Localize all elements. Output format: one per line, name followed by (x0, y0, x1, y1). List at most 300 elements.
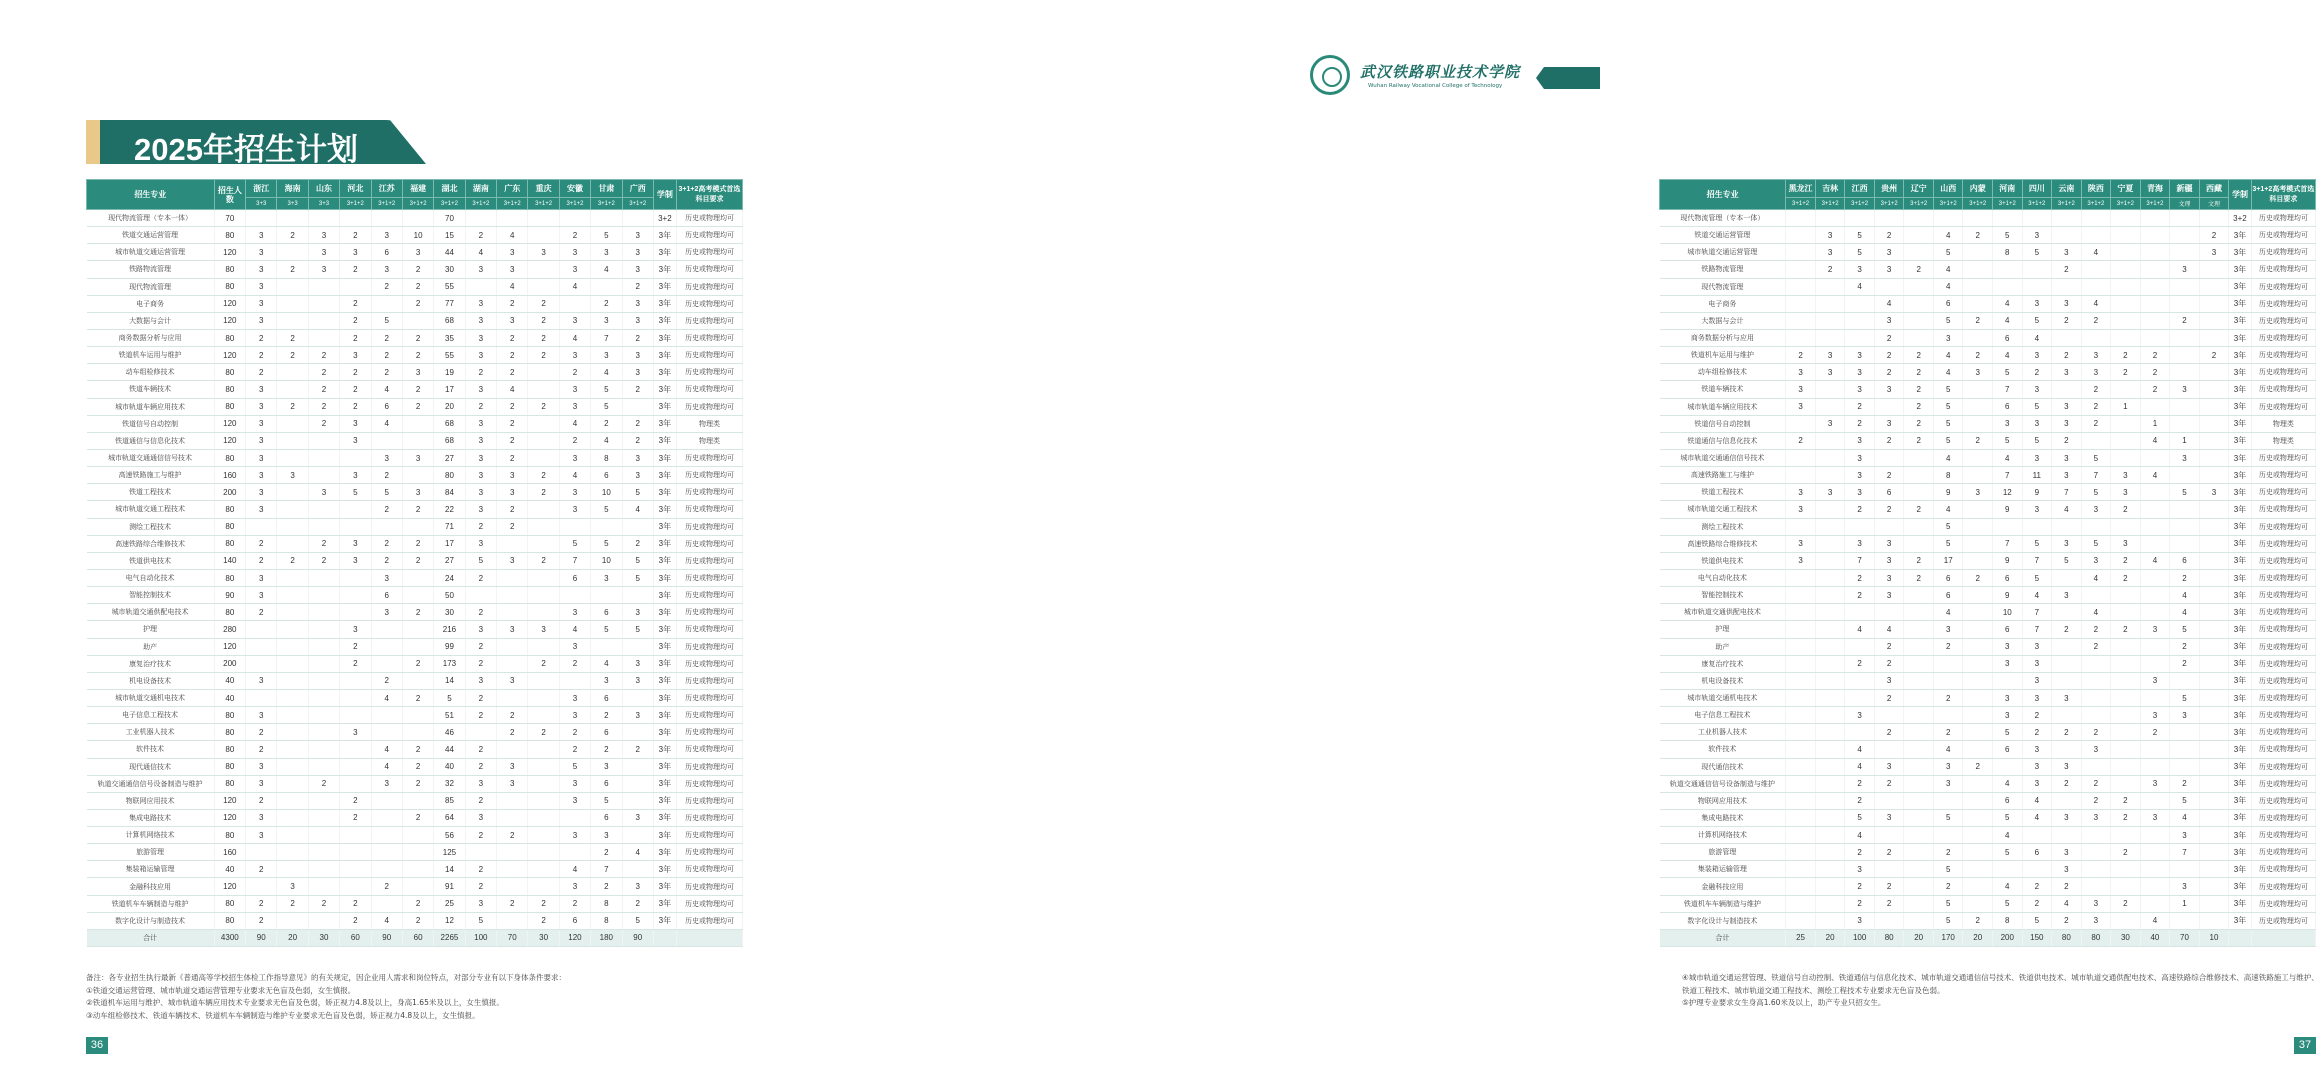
cell-value: 2 (528, 912, 559, 929)
cell-value: 2 (528, 329, 559, 346)
cell-value (1963, 244, 1993, 261)
cell-value: 2 (465, 689, 496, 706)
cell-value (1963, 741, 1993, 758)
cell-value: 3年 (2229, 398, 2251, 415)
header-province: 海南 (277, 180, 308, 198)
cell-value: 2 (2081, 621, 2111, 638)
cell-value (2081, 861, 2111, 878)
notes-right (1682, 972, 2322, 1010)
cell-value (1904, 655, 1934, 672)
cell-value: 3 (246, 672, 277, 689)
cell-value: 5 (1933, 912, 1963, 929)
cell-value: 6 (591, 724, 622, 741)
cell-value: 2 (465, 638, 496, 655)
subject-requirement: 历史或物理均可 (676, 741, 742, 758)
cell-value (1815, 861, 1845, 878)
cell-value: 3年 (2229, 792, 2251, 809)
cell-value: 3年 (2229, 261, 2251, 278)
cell-value: 2 (2140, 347, 2170, 364)
cell-value (1786, 775, 1816, 792)
major-name: 铁道交通运营管理 (87, 227, 215, 244)
cell-value: 2 (371, 672, 402, 689)
subject-requirement: 历史或物理均可 (676, 878, 742, 895)
table-row (1660, 484, 2316, 501)
page-number-left: 36 (86, 1037, 108, 1054)
cell-value: 6 (1933, 569, 1963, 586)
cell-value: 2 (2081, 724, 2111, 741)
cell-value: 3 (246, 295, 277, 312)
cell-value (528, 878, 559, 895)
cell-value (2140, 689, 2170, 706)
cell-value: 2 (528, 655, 559, 672)
cell-value: 3 (2022, 775, 2052, 792)
total-value: 25 (1786, 929, 1816, 946)
cell-value (2111, 878, 2141, 895)
cell-value (1815, 621, 1845, 638)
cell-value (1815, 792, 1845, 809)
cell-value: 2 (591, 878, 622, 895)
subject-requirement: 历史或物理均可 (676, 861, 742, 878)
major-name: 城市轨道交通运营管理 (1660, 244, 1786, 261)
cell-value: 3 (1786, 552, 1816, 569)
cell-value: 2 (308, 398, 339, 415)
cell-value (591, 587, 622, 604)
table-row (1660, 535, 2316, 552)
cell-value: 3 (2081, 809, 2111, 826)
subject-requirement: 历史或物理均可 (2251, 604, 2315, 621)
cell-value: 3年 (2229, 278, 2251, 295)
cell-value: 3 (622, 604, 653, 621)
subject-requirement: 历史或物理均可 (2251, 467, 2315, 484)
cell-value: 5 (1933, 244, 1963, 261)
cell-value: 2 (402, 655, 433, 672)
cell-value (308, 295, 339, 312)
cell-value (2199, 295, 2229, 312)
cell-value (1904, 604, 1934, 621)
header-mode: 3+1+2 (1904, 198, 1934, 210)
cell-value (277, 827, 308, 844)
note-line: ④城市轨道交通运营管理、铁道信号自动控制、铁道通信与信息化技术、城市轨道交通通信信号技术、铁道供电技术、城市轨道交通供配电技术、高速铁路综合维修技术、高速铁路施工与维护、铁道工程技术、城市轨道交通工程技术、测绘工程技术专业要求无色盲及色弱。 (1682, 973, 2319, 995)
cell-value: 3 (371, 604, 402, 621)
major-name: 现代物流管理 (1660, 278, 1786, 295)
cell-value (1904, 244, 1934, 261)
cell-value: 3年 (653, 535, 676, 552)
cell-value (277, 535, 308, 552)
subject-requirement: 历史或物理均可 (676, 295, 742, 312)
cell-value (2052, 381, 2082, 398)
table-row (1660, 912, 2316, 929)
table-row (87, 792, 743, 809)
cell-value: 4 (1933, 741, 1963, 758)
cell-value (2199, 467, 2229, 484)
cell-value (1904, 621, 1934, 638)
table-row (1660, 518, 2316, 535)
cell-value: 4 (1845, 278, 1875, 295)
cell-value: 2 (340, 364, 371, 381)
subject-requirement: 历史或物理均可 (676, 484, 742, 501)
cell-value (2199, 707, 2229, 724)
table-row (1660, 861, 2316, 878)
cell-value: 17 (434, 381, 465, 398)
page-number-right: 37 (2294, 1037, 2316, 1054)
cell-value (1786, 210, 1816, 227)
cell-value (402, 827, 433, 844)
cell-value: 3年 (2229, 587, 2251, 604)
cell-value: 2 (402, 775, 433, 792)
notes-left (86, 972, 766, 1022)
cell-value: 3 (2170, 878, 2200, 895)
cell-value (2111, 210, 2141, 227)
cell-value: 3年 (653, 432, 676, 449)
table-row (87, 552, 743, 569)
header-province: 福建 (402, 180, 433, 198)
cell-value: 3 (2199, 244, 2229, 261)
cell-value: 3 (1845, 347, 1875, 364)
cell-value: 80 (214, 912, 245, 929)
cell-value (2140, 844, 2170, 861)
cell-value: 2 (497, 449, 528, 466)
cell-value (2140, 792, 2170, 809)
table-row (87, 415, 743, 432)
cell-value: 2 (1904, 261, 1934, 278)
cell-value (277, 724, 308, 741)
cell-value (528, 587, 559, 604)
major-name: 铁道交通运营管理 (1660, 227, 1786, 244)
total-label: 合计 (87, 929, 215, 946)
cell-value (1904, 724, 1934, 741)
cell-value (277, 484, 308, 501)
header-province: 四川 (2022, 180, 2052, 198)
cell-value: 3 (622, 672, 653, 689)
cell-value (2199, 844, 2229, 861)
cell-value (2199, 655, 2229, 672)
cell-value: 3年 (653, 552, 676, 569)
table-row (87, 535, 743, 552)
cell-value: 2 (1845, 878, 1875, 895)
cell-value: 70 (214, 210, 245, 227)
cell-value: 2 (340, 329, 371, 346)
cell-value: 3 (1933, 621, 1963, 638)
cell-value: 3 (2052, 364, 2082, 381)
table-row (1660, 467, 2316, 484)
cell-value (1786, 758, 1816, 775)
cell-value (1815, 775, 1845, 792)
major-name: 物联网应用技术 (87, 792, 215, 809)
cell-value: 4 (1933, 227, 1963, 244)
table-row (1660, 432, 2316, 449)
cell-value (1786, 878, 1816, 895)
cell-value: 3 (559, 501, 590, 518)
cell-value: 3 (591, 244, 622, 261)
cell-value (1874, 604, 1904, 621)
major-name: 铁道通信与信息化技术 (87, 432, 215, 449)
subject-requirement: 历史或物理均可 (676, 707, 742, 724)
cell-value: 2 (340, 312, 371, 329)
cell-value (622, 210, 653, 227)
cell-value: 3 (2170, 261, 2200, 278)
cell-value (340, 878, 371, 895)
cell-value: 80 (214, 758, 245, 775)
cell-value: 3 (497, 261, 528, 278)
cell-value: 3 (2022, 638, 2052, 655)
cell-value: 3年 (2229, 758, 2251, 775)
cell-value (2199, 535, 2229, 552)
cell-value (371, 621, 402, 638)
cell-value (1786, 329, 1816, 346)
cell-value (1815, 809, 1845, 826)
major-name: 铁道机车车辆制造与维护 (1660, 895, 1786, 912)
cell-value: 2 (308, 347, 339, 364)
cell-value: 6 (2170, 552, 2200, 569)
cell-value: 2 (528, 484, 559, 501)
cell-value: 2 (465, 758, 496, 775)
cell-value: 5 (2052, 552, 2082, 569)
cell-value: 5 (2022, 535, 2052, 552)
cell-value: 5 (591, 501, 622, 518)
cell-value (340, 689, 371, 706)
cell-value: 8 (591, 449, 622, 466)
cell-value: 3年 (653, 861, 676, 878)
cell-value (2081, 672, 2111, 689)
header-mode: 3+1+2 (528, 198, 559, 210)
cell-value (2199, 210, 2229, 227)
cell-value (2140, 295, 2170, 312)
cell-value: 80 (214, 707, 245, 724)
header-mode: 3+3 (308, 198, 339, 210)
cell-value: 3 (1815, 244, 1845, 261)
cell-value: 3 (340, 347, 371, 364)
table-row (1660, 809, 2316, 826)
cell-value (1845, 689, 1875, 706)
cell-value: 3 (2140, 809, 2170, 826)
cell-value: 2 (402, 261, 433, 278)
cell-value: 2 (1904, 381, 1934, 398)
major-name: 集成电路技术 (87, 809, 215, 826)
header-mode: 3+1+2 (1993, 198, 2023, 210)
cell-value: 3年 (653, 329, 676, 346)
subject-requirement: 历史或物理均可 (676, 912, 742, 929)
cell-value: 3 (246, 467, 277, 484)
cell-value: 3 (497, 244, 528, 261)
cell-value: 2 (1845, 569, 1875, 586)
table-row (1660, 244, 2316, 261)
cell-value (2199, 672, 2229, 689)
cell-value: 3 (465, 672, 496, 689)
cell-value (340, 827, 371, 844)
cell-value: 5 (1993, 432, 2023, 449)
cell-value (1963, 809, 1993, 826)
cell-value (1786, 604, 1816, 621)
cell-value (371, 638, 402, 655)
cell-value (2081, 844, 2111, 861)
cell-value (2052, 278, 2082, 295)
cell-value (528, 501, 559, 518)
cell-value: 4 (1845, 621, 1875, 638)
cell-value: 4 (2022, 809, 2052, 826)
cell-value: 3 (1845, 912, 1875, 929)
cell-value: 4 (371, 415, 402, 432)
cell-value (2140, 655, 2170, 672)
cell-value: 2 (246, 724, 277, 741)
cell-value: 2 (528, 312, 559, 329)
cell-value: 3年 (653, 449, 676, 466)
cell-value: 6 (559, 912, 590, 929)
cell-value (308, 741, 339, 758)
cell-value: 2 (1904, 347, 1934, 364)
cell-value: 3 (591, 312, 622, 329)
cell-value: 4 (2081, 604, 2111, 621)
cell-value (277, 518, 308, 535)
cell-value (340, 844, 371, 861)
subject-requirement: 历史或物理均可 (2251, 638, 2315, 655)
total-value: 170 (1933, 929, 1963, 946)
cell-value (2140, 449, 2170, 466)
cell-value (528, 278, 559, 295)
cell-value (1963, 210, 1993, 227)
cell-value (1993, 861, 2023, 878)
cell-value (2081, 261, 2111, 278)
subject-requirement: 历史或物理均可 (2251, 707, 2315, 724)
cell-value (308, 312, 339, 329)
major-name: 铁道车辆技术 (1660, 381, 1786, 398)
cell-value: 2 (559, 741, 590, 758)
subject-requirement: 历史或物理均可 (2251, 569, 2315, 586)
cell-value: 3 (622, 364, 653, 381)
cell-value: 4 (2170, 587, 2200, 604)
cell-value (1786, 278, 1816, 295)
cell-value (2140, 398, 2170, 415)
note-line: ①铁道交通运营管理、城市轨道交通运营管理专业要求无色盲及色弱，女生慎报。 (86, 985, 356, 995)
cell-value: 3 (2081, 347, 2111, 364)
cell-value (2199, 809, 2229, 826)
cell-value (340, 569, 371, 586)
cell-value: 5 (371, 312, 402, 329)
cell-value: 7 (1845, 552, 1875, 569)
cell-value: 14 (434, 672, 465, 689)
table-row (1660, 878, 2316, 895)
cell-value: 4 (622, 501, 653, 518)
cell-value: 5 (434, 689, 465, 706)
header-mode: 3+3 (277, 198, 308, 210)
header-mode: 3+1+2 (1963, 198, 1993, 210)
cell-value: 5 (591, 398, 622, 415)
cell-value: 2 (2052, 432, 2082, 449)
cell-value (2199, 415, 2229, 432)
cell-value (2199, 329, 2229, 346)
cell-value (1815, 912, 1845, 929)
cell-value: 2 (2081, 792, 2111, 809)
major-name: 软件技术 (1660, 741, 1786, 758)
cell-value: 1 (2170, 432, 2200, 449)
cell-value: 3 (2170, 449, 2200, 466)
cell-value (528, 672, 559, 689)
cell-value (2170, 364, 2200, 381)
total-value: 30 (528, 929, 559, 946)
cell-value (1993, 278, 2023, 295)
total-value: 200 (1993, 929, 2023, 946)
cell-value: 3 (2022, 381, 2052, 398)
cell-value (528, 415, 559, 432)
cell-value: 80 (214, 604, 245, 621)
header-total: 招生人数 (214, 180, 245, 210)
cell-value (1963, 895, 1993, 912)
cell-value (402, 621, 433, 638)
cell-value: 4 (1933, 347, 1963, 364)
cell-value: 3 (2140, 775, 2170, 792)
cell-value (402, 518, 433, 535)
cell-value: 3 (1845, 449, 1875, 466)
cell-value: 2 (277, 347, 308, 364)
cell-value (1904, 861, 1934, 878)
cell-value (1963, 535, 1993, 552)
cell-value: 4 (559, 467, 590, 484)
cell-value (1904, 707, 1934, 724)
cell-value: 2 (497, 827, 528, 844)
cell-value: 2 (340, 638, 371, 655)
header-mode: 3+1+2 (559, 198, 590, 210)
cell-value: 2 (591, 295, 622, 312)
cell-value: 4 (559, 415, 590, 432)
cell-value (2170, 535, 2200, 552)
cell-value: 2 (402, 535, 433, 552)
major-name: 物联网应用技术 (1660, 792, 1786, 809)
cell-value: 2 (497, 398, 528, 415)
cell-value: 2 (1904, 432, 1934, 449)
cell-value: 3年 (2229, 518, 2251, 535)
cell-value: 30 (434, 604, 465, 621)
cell-value: 2 (402, 398, 433, 415)
cell-value (277, 844, 308, 861)
cell-value: 8 (591, 912, 622, 929)
cell-value: 27 (434, 552, 465, 569)
cell-value: 7 (2052, 484, 2082, 501)
cell-value (2111, 827, 2141, 844)
cell-value: 6 (591, 809, 622, 826)
cell-value: 2 (2081, 415, 2111, 432)
cell-value: 4 (2140, 467, 2170, 484)
cell-value (1874, 398, 1904, 415)
major-name: 智能控制技术 (1660, 587, 1786, 604)
subject-requirement: 历史或物理均可 (2251, 278, 2315, 295)
subject-requirement: 历史或物理均可 (676, 535, 742, 552)
cell-value: 44 (434, 741, 465, 758)
cell-value: 4 (497, 227, 528, 244)
cell-value: 3 (1874, 312, 1904, 329)
cell-value (2170, 329, 2200, 346)
cell-value: 5 (1933, 809, 1963, 826)
cell-value: 3 (1815, 227, 1845, 244)
table-row (1660, 689, 2316, 706)
table-row (1660, 295, 2316, 312)
total-value: 180 (591, 929, 622, 946)
cell-value: 3 (622, 809, 653, 826)
cell-value: 2 (528, 552, 559, 569)
cell-value: 2 (497, 518, 528, 535)
major-name: 现代通信技术 (1660, 758, 1786, 775)
header-province: 黑龙江 (1786, 180, 1816, 198)
cell-value: 2 (1845, 587, 1875, 604)
cell-value (1963, 861, 1993, 878)
cell-value (277, 295, 308, 312)
cell-value (340, 741, 371, 758)
cell-value (497, 861, 528, 878)
table-row (1660, 775, 2316, 792)
subject-requirement: 历史或物理均可 (676, 724, 742, 741)
cell-value (2170, 278, 2200, 295)
cell-value (2111, 432, 2141, 449)
cell-value: 5 (1993, 364, 2023, 381)
cell-value: 120 (214, 432, 245, 449)
